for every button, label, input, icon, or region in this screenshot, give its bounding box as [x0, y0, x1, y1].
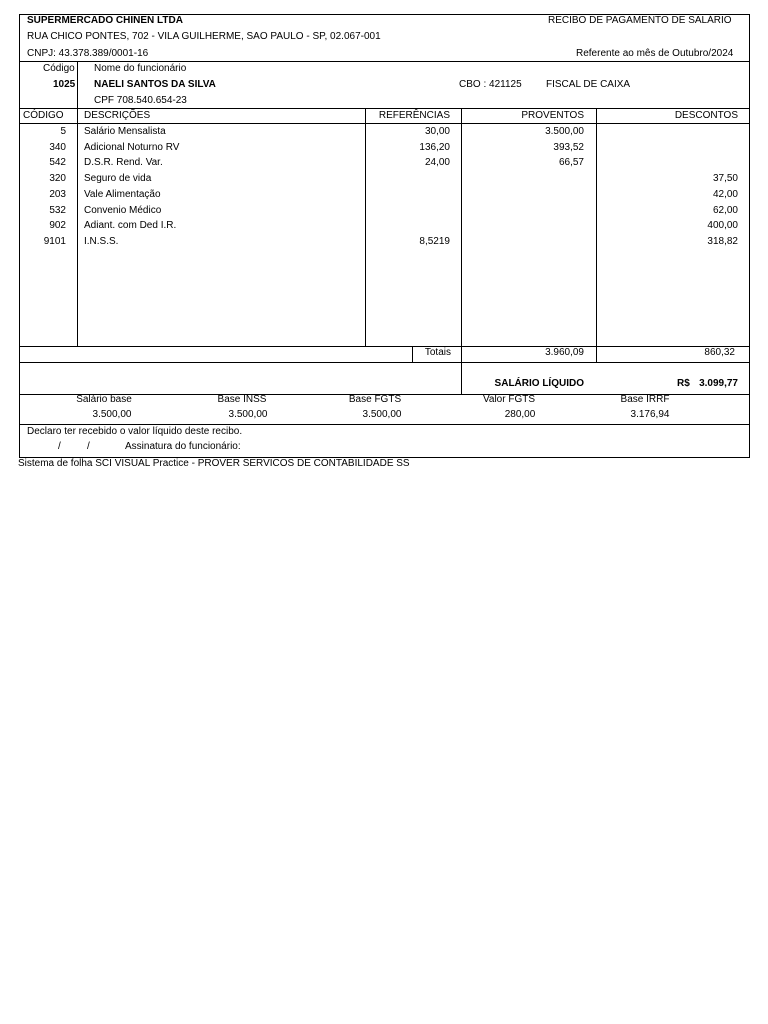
base-value: 3.500,00 — [362, 409, 402, 420]
row-description: D.S.R. Rend. Var. — [84, 157, 163, 168]
row-earnings: 393,52 — [553, 142, 584, 153]
row-description: Convenio Médico — [84, 205, 162, 216]
divider — [19, 362, 750, 363]
base-label: Base IRRF — [620, 394, 670, 405]
employee-name: NAELI SANTOS DA SILVA — [94, 79, 216, 90]
base-value: 280,00 — [504, 409, 536, 420]
row-deductions: 400,00 — [707, 220, 738, 231]
header-code: CÓDIGO — [23, 110, 64, 121]
row-description: Seguro de vida — [84, 173, 152, 184]
totals-label: Totais — [424, 347, 451, 358]
row-earnings — [462, 236, 584, 248]
divider — [19, 61, 750, 62]
reference-period: Referente ao mês de Outubro/2024 — [576, 48, 734, 59]
row-deductions: 318,82 — [707, 236, 738, 247]
employee-cpf: CPF 708.540.654-23 — [94, 95, 187, 106]
header-description: DESCRIÇÕES — [84, 110, 151, 121]
header-deductions: DESCONTOS — [674, 110, 738, 121]
row-reference — [366, 173, 450, 185]
header-earnings: PROVENTOS — [521, 110, 584, 121]
divider — [19, 123, 750, 124]
row-earnings — [462, 189, 584, 201]
base-label: Base FGTS — [348, 394, 402, 405]
row-earnings — [462, 173, 584, 185]
row-reference — [366, 189, 450, 201]
base-label: Salário base — [76, 394, 132, 405]
company-cnpj: CNPJ: 43.378.389/0001-16 — [27, 48, 149, 59]
row-code: 542 — [49, 157, 66, 168]
divider — [77, 61, 78, 108]
employee-cbo: CBO : 421125 — [459, 79, 522, 90]
total-deductions: 860,32 — [704, 347, 735, 358]
row-reference: 24,00 — [424, 157, 450, 168]
row-reference: 136,20 — [419, 142, 450, 153]
base-label: Valor FGTS — [482, 394, 536, 405]
declaration-text: Declaro ter recebido o valor líquido deste recibo. — [27, 426, 243, 437]
divider — [19, 108, 750, 109]
row-deductions — [597, 142, 738, 154]
row-code: 203 — [49, 189, 66, 200]
date-slash: / — [87, 441, 90, 452]
net-salary-value: 3.099,77 — [699, 378, 738, 389]
row-deductions — [597, 126, 738, 138]
row-code: 532 — [49, 205, 66, 216]
base-label: Base INSS — [217, 394, 267, 405]
row-code: 320 — [49, 173, 66, 184]
net-salary-label: SALÁRIO LÍQUIDO — [494, 378, 584, 389]
employee-role: FISCAL DE CAIXA — [546, 79, 631, 90]
base-value: 3.500,00 — [228, 409, 268, 420]
row-code: 9101 — [43, 236, 66, 247]
row-earnings — [462, 205, 584, 217]
row-reference — [366, 205, 450, 217]
row-earnings: 66,57 — [558, 157, 584, 168]
row-code: 340 — [49, 142, 66, 153]
company-name: SUPERMERCADO CHINEN LTDA — [27, 15, 183, 26]
document-title: RECIBO DE PAGAMENTO DE SALÁRIO — [548, 15, 732, 26]
row-reference: 8,5219 — [419, 236, 450, 247]
company-address: RUA CHICO PONTES, 702 - VILA GUILHERME, SAO PAULO - SP, 02.067-001 — [27, 31, 381, 42]
row-code: 5 — [60, 126, 66, 137]
employee-code-label: Código — [43, 63, 75, 74]
divider — [19, 424, 750, 425]
total-earnings: 3.960,09 — [545, 347, 584, 358]
employee-name-label: Nome do funcionário — [94, 63, 187, 74]
row-earnings — [462, 220, 584, 232]
system-footer: Sistema de folha SCI VISUAL Practice - PROVER SERVICOS DE CONTABILIDADE SS — [18, 458, 410, 469]
row-description: I.N.S.S. — [84, 236, 119, 247]
signature-label: Assinatura do funcionário: — [125, 441, 241, 452]
base-value: 3.500,00 — [92, 409, 132, 420]
row-description: Vale Alimentação — [84, 189, 161, 200]
row-earnings: 3.500,00 — [545, 126, 584, 137]
row-description: Salário Mensalista — [84, 126, 166, 137]
employee-code: 1025 — [53, 79, 76, 90]
base-value: 3.176,94 — [630, 409, 670, 420]
date-slash: / — [58, 441, 61, 452]
header-reference: REFERÊNCIAS — [378, 110, 450, 121]
row-description: Adicional Noturno RV — [84, 142, 180, 153]
row-code: 902 — [49, 220, 66, 231]
net-salary-currency: R$ — [677, 378, 690, 389]
row-reference: 30,00 — [424, 126, 450, 137]
column-divider — [77, 108, 78, 346]
row-description: Adiant. com Ded I.R. — [84, 220, 177, 231]
row-deductions: 62,00 — [712, 205, 738, 216]
row-reference — [366, 220, 450, 232]
row-deductions: 37,50 — [712, 173, 738, 184]
row-deductions: 42,00 — [712, 189, 738, 200]
row-deductions — [597, 157, 738, 169]
